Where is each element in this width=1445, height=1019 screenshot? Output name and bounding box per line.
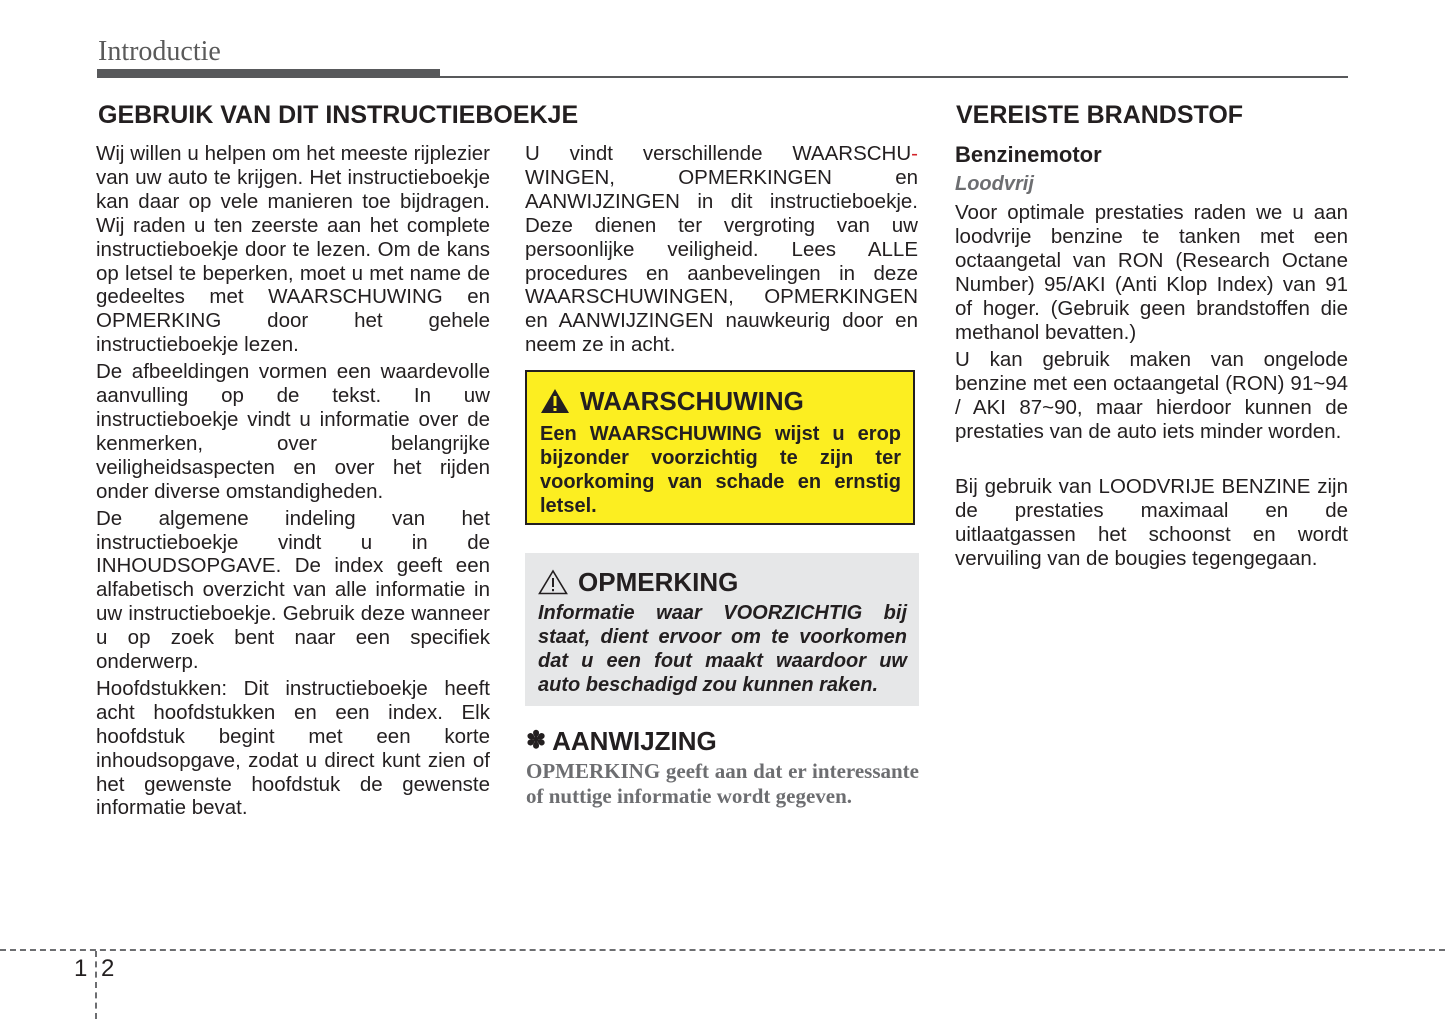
warning-box [525,370,915,525]
hyphen-mark: - [911,142,918,165]
chapter-number: 1 [74,955,88,982]
note-text: Informatie waar VOORZICHTIG bij staat, dient ervoor om te voorkomen dat u een fout maakt waardoor uw auto beschadigd zou kunnen raken. [538,602,907,696]
left-heading: GEBRUIK VAN DIT INSTRUCTIEBOEKJE [98,101,579,129]
note-title-text: OPMERKING [578,567,739,597]
warning-title-text: WAARSCHUWING [580,386,804,416]
notices-paragraph [525,142,918,357]
column-intro [96,142,490,823]
page-number: 2 [101,955,115,982]
header-rule-thin [440,76,1348,78]
intro-paragraph-1: Wij willen u helpen om het meeste rijplezier van uw auto te krijgen. Het instructieboekje kan daar op vele manieren toe bijdragen. Wij raden u ten zeerste aan het complete instructieboekje door te lezen. Om de kans op letsel te beperken, moet u met name de gedeeltes met WAARSCHUWING en OPMERKING door het gehele instructieboekje lezen. [96,142,490,357]
note-box [525,553,919,706]
fuel-subsubheading: Loodvrij [955,173,1034,195]
warning-title [540,386,901,416]
asterisk-icon: ✽ [526,727,547,754]
tip-text: OPMERKING geeft aan dat er interessante of nuttige informatie wordt gegeven. [526,759,919,808]
intro-paragraph-4: Hoofdstukken: Dit instructieboekje heeft acht hoofdstukken en een index. Elk hoofdstuk begint met een korte inhoudsopgave, zodat u direct kunt zien of het gewenste hoofdstuk de gewenste informatie bevat. [96,676,490,820]
notices-text-start: U vindt verschillende WAARSCHU [525,142,912,165]
fuel-paragraph-1: Voor optimale prestaties raden we u aan loodvrije benzine te tanken met een octaangetal van RON (Research Octane Number) 95/AKI (Anti Klop Index) van 91 of hoger. (Gebruik geen brandstoffen die methanol bevatten.) [955,201,1348,344]
footer-dashed-rule [0,949,1445,951]
intro-paragraph-3: De algemene indeling van het instructieboekje vindt u in de INHOUDSOPGAVE. De index geeft een alfabetisch overzicht van alle informatie in uw instructieboekje. Gebruik deze wanneer u op zoek bent naar een specifiek onderwerp. [96,506,490,674]
right-heading: VEREISTE BRANDSTOF [956,101,1244,129]
warning-triangle-icon [540,388,570,414]
column-notices [525,142,918,360]
tip-title-text: AANWIJZING [552,726,717,756]
intro-paragraph-2: De afbeeldingen vormen een waardevolle aanvulling op de tekst. In uw instructieboekje vindt u informatie over de kenmerken, over belangrijke veiligheidsaspecten en over het rijden onder diverse omstandigheden. [96,360,490,503]
fuel-paragraph-2: U kan gebruik maken van ongelode benzine met een octaangetal (RON) 91~94 / AKI 87~90, maar hierdoor kunnen de prestaties van de auto iets minder worden. [955,348,1348,444]
section-label: Introductie [98,36,221,67]
caution-triangle-icon [538,569,568,595]
fuel-subheading: Benzinemotor [955,142,1102,167]
header-rule-thick [97,69,440,78]
notices-text-rest: WINGEN, OPMERKINGEN en AANWIJZINGEN in dit instructieboekje. Deze dienen ter vergroting van uw persoonlijke veiligheid. Lees ALLE procedures en aanbevelingen in deze WAARSCHUWINGEN, OPMERKINGEN en AANWIJZINGEN nauwkeurig door en neem ze in acht. [525,165,918,357]
warning-text: Een WAARSCHUWING wijst u erop bijzonder voorzichtig te zijn ter voorkoming van schade en ernstig letsel. [540,423,901,517]
column-fuel [955,201,1348,574]
note-title [538,567,907,597]
footer-dashed-divider [95,951,97,1019]
fuel-paragraph-3: Bij gebruik van LOODVRIJE BENZINE zijn de prestaties maximaal en de uitlaatgassen het schoonst en wordt vervuiling van de bougies tegengegaan. [955,475,1348,570]
tip-title [526,726,717,756]
